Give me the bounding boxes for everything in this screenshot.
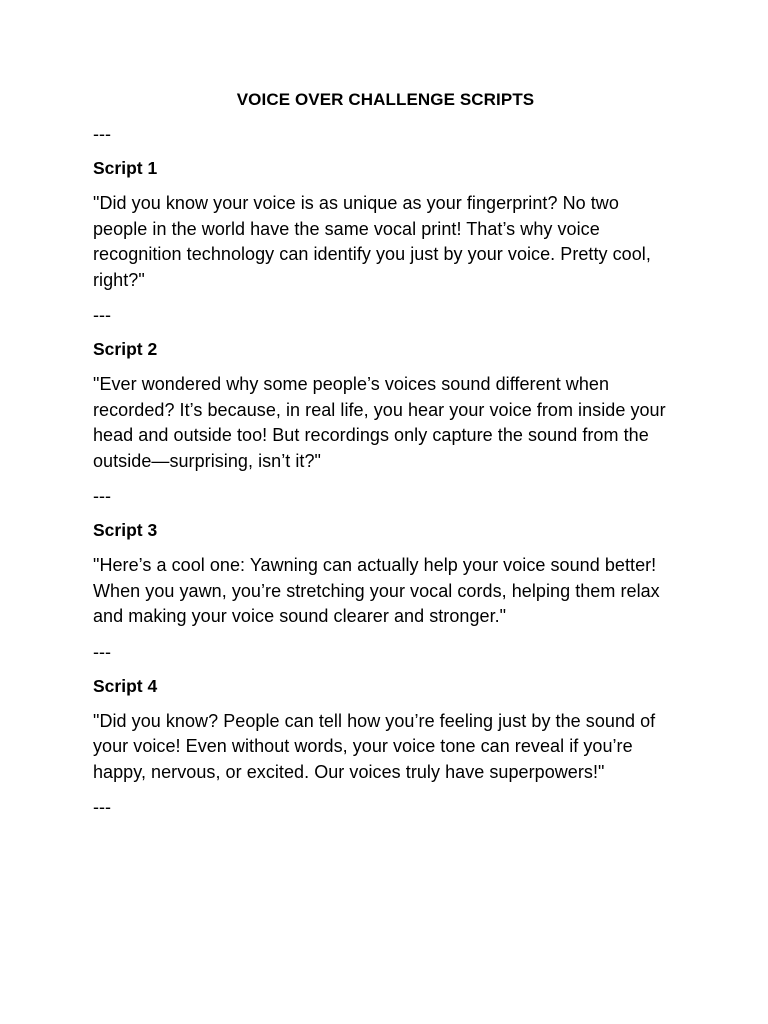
script-2 <box>93 337 678 508</box>
separator: --- <box>93 305 111 325</box>
script-heading: Script 4 <box>93 675 158 696</box>
script-3 <box>93 518 678 664</box>
document-body <box>93 88 678 819</box>
script-text: "Here’s a cool one: Yawning can actually help your voice sound better! When you yawn, you’re stretching your vocal cords, helping them relax and making your voice sound clearer and stronger." <box>93 555 660 626</box>
script-heading: Script 1 <box>93 158 158 178</box>
script-heading: Script 3 <box>93 520 158 540</box>
separator: --- <box>93 124 111 144</box>
document-title: VOICE OVER CHALLENGE SCRIPTS <box>236 90 535 109</box>
script-text: "Did you know your voice is as unique as your fingerprint? No two people in the world have the same vocal print! That’s why voice recognition technology can identify you just by your voice. Pretty cool, right?" <box>93 193 651 290</box>
script-text: "Did you know? People can tell how you’re feeling just by the sound of your voice! Even without words, your voice tone can reveal if you’re happy, nervous, or excited. Our voices truly have superpowers!" <box>93 710 656 782</box>
separator: --- <box>93 486 111 506</box>
script-text: "Ever wondered why some people’s voices sound different when recorded? It’s because, in real life, you hear your voice from inside your head and outside too! But recordings only capture the sound from the outside—surprising, isn’t it?" <box>93 374 666 471</box>
separator: --- <box>93 641 111 662</box>
script-heading: Script 2 <box>93 339 158 359</box>
separator: --- <box>93 797 111 817</box>
script-4 <box>93 674 678 820</box>
script-1 <box>93 156 678 327</box>
